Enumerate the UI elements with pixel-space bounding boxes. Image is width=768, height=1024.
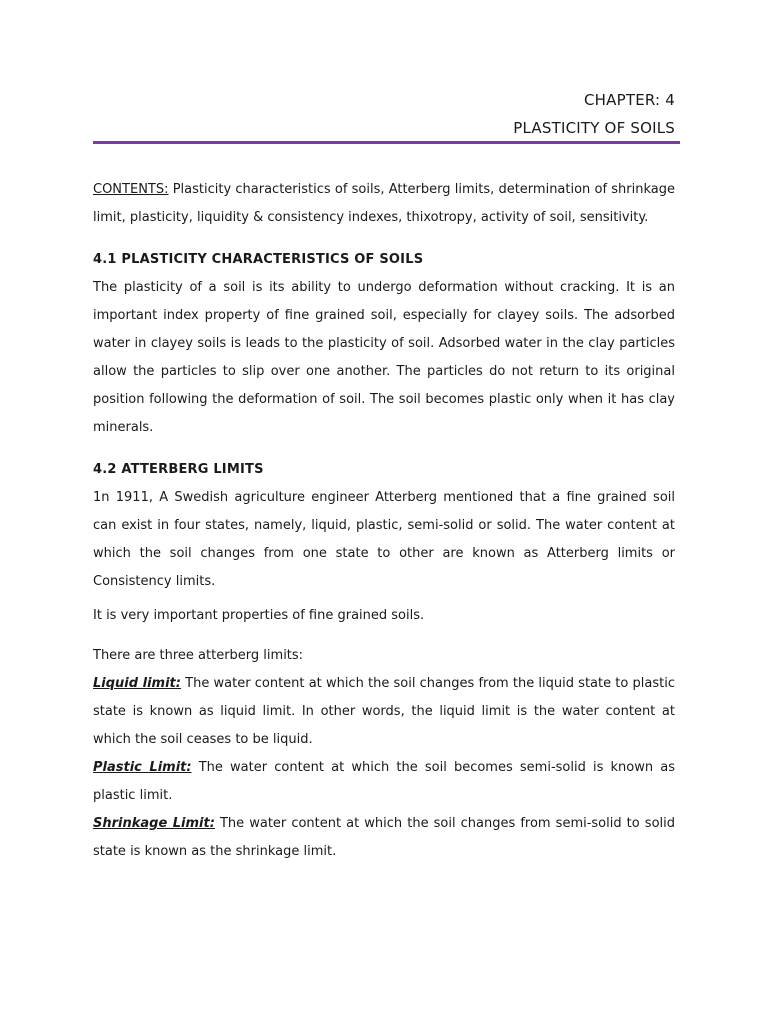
section-4-1-heading: 4.1 PLASTICITY CHARACTERISTICS OF SOILS xyxy=(93,252,424,267)
contents-paragraph xyxy=(93,176,675,232)
chapter-header xyxy=(513,86,675,142)
plastic-limit-text: The water content at which the soil becomes semi-solid is known as plastic limit. xyxy=(93,760,675,803)
plastic-limit-term: Plastic Limit: xyxy=(93,760,192,775)
contents-text: Plasticity characteristics of soils, Atterberg limits, determination of shrinkage limit, plasticity, liquidity & consistency indexes, thixotropy, activity of soil, sensitivity. xyxy=(93,182,675,225)
section-4-1-paragraph: The plasticity of a soil is its ability to undergo deformation without cracking. It is an important index property of fine grained soil, especially for clayey soils. The adsorbed water in clayey soils is leads to the plasticity of soil. Adsorbed water in the clay particles allow the particles to slip over one another. The particles do not return to its original position following the deformation of soil. The soil becomes plastic only when it has clay minerals. xyxy=(93,280,675,435)
shrinkage-limit-definition xyxy=(93,810,675,866)
chapter-title: PLASTICITY OF SOILS xyxy=(513,119,675,137)
shrinkage-limit-text: The water content at which the soil changes from semi-solid to solid state is known as the shrinkage limit. xyxy=(93,816,675,859)
liquid-limit-definition xyxy=(93,670,675,754)
section-4-2-paragraph-2: It is very important properties of fine grained soils. xyxy=(93,608,425,623)
section-4-2-paragraph-1: 1n 1911, A Swedish agriculture engineer Atterberg mentioned that a fine grained soil can exist in four states, namely, liquid, plastic, semi-solid or solid. The water content at which the soil changes from one state to other are known as Atterberg limits or Consistency limits. xyxy=(93,490,675,589)
contents-label: CONTENTS: xyxy=(93,182,169,197)
plastic-limit-definition xyxy=(93,754,675,810)
shrinkage-limit-term: Shrinkage Limit: xyxy=(93,816,215,831)
liquid-limit-term: Liquid limit: xyxy=(93,676,181,691)
liquid-limit-text: The water content at which the soil changes from the liquid state to plastic state is known as liquid limit. In other words, the liquid limit is the water content at which the soil ceases to be liquid. xyxy=(93,676,675,747)
document-body xyxy=(93,176,675,866)
header-divider xyxy=(93,141,680,144)
section-4-2-heading: 4.2 ATTERBERG LIMITS xyxy=(93,462,264,477)
chapter-number: CHAPTER: 4 xyxy=(583,91,675,109)
limits-intro: There are three atterberg limits: xyxy=(93,648,304,663)
